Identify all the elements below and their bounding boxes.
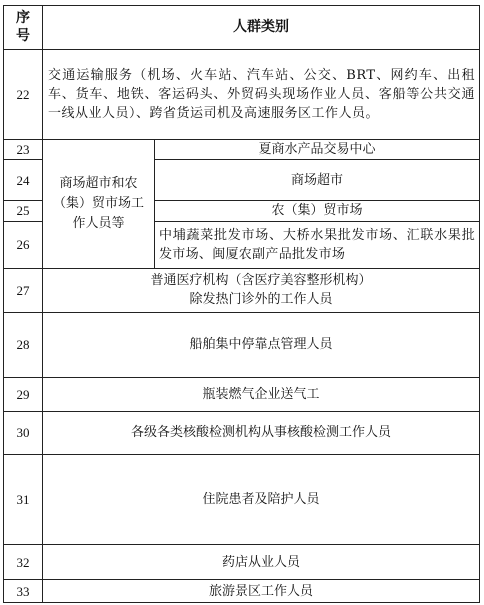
header-seq: 序 号 xyxy=(4,6,43,50)
row-number: 28 xyxy=(4,312,43,377)
row-text: 住院患者及陪护人员 xyxy=(43,454,480,544)
table-row xyxy=(4,312,480,377)
row-number: 23 xyxy=(4,139,43,159)
row-text: 瓶装燃气企业送气工 xyxy=(43,378,480,412)
table-row xyxy=(4,411,480,454)
table-row xyxy=(4,580,480,603)
table-row xyxy=(4,268,480,312)
row-text: 农（集）贸市场 xyxy=(155,201,480,221)
row-number: 31 xyxy=(4,454,43,544)
row-number: 25 xyxy=(4,201,43,221)
row-number: 30 xyxy=(4,411,43,454)
header-category: 人群类别 xyxy=(43,6,480,50)
row-number: 32 xyxy=(4,544,43,580)
row-number: 24 xyxy=(4,160,43,201)
row-number: 29 xyxy=(4,378,43,412)
table-row xyxy=(4,378,480,412)
table-row xyxy=(4,49,480,139)
row-text: 商场超市 xyxy=(155,160,480,201)
row-text: 普通医疗机构（含医疗美容整形机构） 除发热门诊外的工作人员 xyxy=(43,268,480,312)
row-number: 26 xyxy=(4,221,43,268)
row-text: 药店从业人员 xyxy=(43,544,480,580)
row-text: 船舶集中停靠点管理人员 xyxy=(43,312,480,377)
table-row xyxy=(4,454,480,544)
crowd-category-table xyxy=(3,5,480,603)
row-text: 夏商水产品交易中心 xyxy=(155,139,480,159)
row-number: 27 xyxy=(4,268,43,312)
table-row xyxy=(4,544,480,580)
row-text: 中埔蔬菜批发市场、大桥水果批发市场、汇联水果批发市场、闽厦农副产品批发市场 xyxy=(155,221,480,268)
row-text: 各级各类核酸检测机构从事核酸检测工作人员 xyxy=(43,411,480,454)
row-text: 旅游景区工作人员 xyxy=(43,580,480,603)
group-label: 商场超市和农（集）贸市场工作人员等 xyxy=(43,139,155,268)
table-header-row xyxy=(4,6,480,50)
row-text: 交通运输服务（机场、火车站、汽车站、公交、BRT、网约车、出租车、货车、地铁、客运码头、外贸码头现场作业人员、客船等公共交通一线从业人员）、跨省货运司机及高速服务区工作人员。 xyxy=(43,49,480,139)
row-number: 22 xyxy=(4,49,43,139)
row-number: 33 xyxy=(4,580,43,603)
table-row xyxy=(4,139,480,159)
